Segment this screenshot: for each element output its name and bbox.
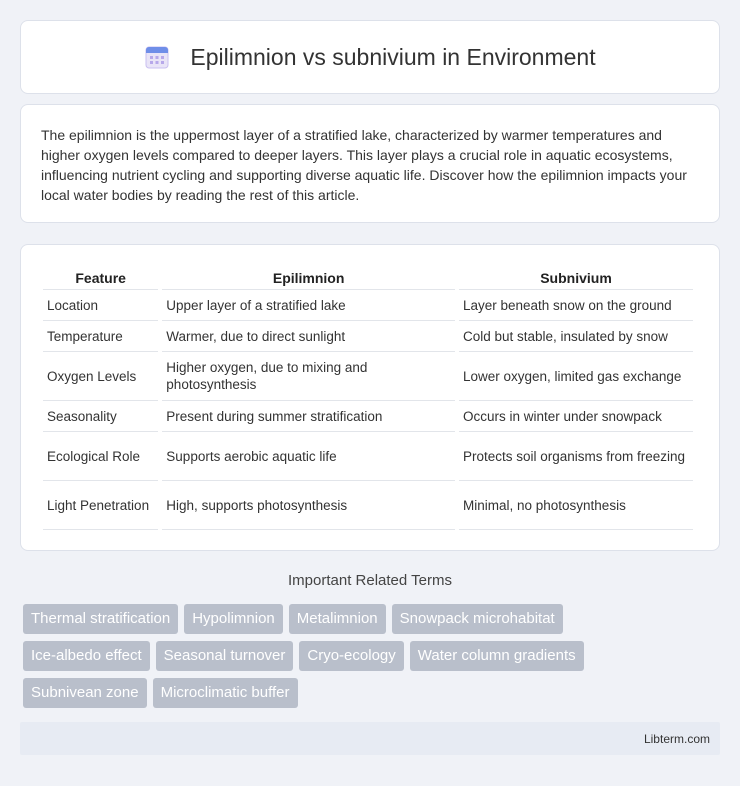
table-cell: Seasonality [43, 401, 158, 432]
related-terms-title: Important Related Terms [288, 572, 452, 589]
table-row [43, 481, 693, 530]
related-term-tag[interactable]: Seasonal turnover [156, 641, 294, 671]
tag-row [23, 604, 723, 634]
table-cell: Protects soil organisms from freezing [459, 432, 693, 481]
table-cell: Location [43, 290, 158, 321]
related-term-tag[interactable]: Snowpack microhabitat [392, 604, 563, 634]
related-term-tag[interactable]: Thermal stratification [23, 604, 178, 634]
table-cell: Occurs in winter under snowpack [459, 401, 693, 432]
table-cell: Light Penetration [43, 481, 158, 530]
table-cell: Oxygen Levels [43, 352, 158, 401]
table-row [43, 352, 693, 401]
column-header-epilimnion: Epilimnion [162, 263, 455, 290]
table-cell: Present during summer stratification [162, 401, 455, 432]
table-cell: Cold but stable, insulated by snow [459, 321, 693, 352]
related-term-tag[interactable]: Microclimatic buffer [153, 678, 298, 708]
table-cell: Supports aerobic aquatic life [162, 432, 455, 481]
related-term-tag[interactable]: Hypolimnion [184, 604, 283, 634]
comparison-card [20, 244, 720, 551]
related-term-tag[interactable]: Metalimnion [289, 604, 386, 634]
related-term-tag[interactable]: Water column gradients [410, 641, 584, 671]
table-cell: Lower oxygen, limited gas exchange [459, 352, 693, 401]
table-cell: Higher oxygen, due to mixing and photosynthesis [162, 352, 455, 401]
calendar-icon [144, 44, 170, 70]
related-term-tag[interactable]: Cryo-ecology [299, 641, 403, 671]
footer-site-link[interactable]: Libterm.com [643, 731, 710, 746]
table-cell: High, supports photosynthesis [162, 481, 455, 530]
column-header-subnivium: Subnivium [459, 263, 693, 290]
table-row [43, 290, 693, 321]
related-term-tag[interactable]: Ice-albedo effect [23, 641, 150, 671]
table-row [43, 321, 693, 352]
intro-text: The epilimnion is the uppermost layer of a stratified lake, characterized by warmer temperatures and higher oxygen levels compared to deeper layers. This layer plays a crucial role in aquatic ecosystems, influencing nutrient cycling and supporting diverse aquatic life. Discover how the epilimnion impacts your local water bodies by reading the rest of this article. [41, 127, 687, 203]
table-cell: Warmer, due to direct sunlight [162, 321, 455, 352]
page-title: Epilimnion vs subnivium in Environment [190, 43, 596, 70]
table-cell: Layer beneath snow on the ground [459, 290, 693, 321]
title-wrap [144, 44, 595, 71]
table-cell: Upper layer of a stratified lake [162, 290, 455, 321]
column-header-feature: Feature [43, 263, 158, 290]
tag-row [23, 678, 723, 708]
related-terms-list [23, 604, 723, 715]
table-row [43, 432, 693, 481]
table-cell: Temperature [43, 321, 158, 352]
comparison-table [39, 263, 697, 530]
table-cell: Minimal, no photosynthesis [459, 481, 693, 530]
header-card [20, 20, 720, 94]
tag-row [23, 641, 723, 671]
table-header-row [43, 263, 693, 290]
related-term-tag[interactable]: Subnivean zone [23, 678, 147, 708]
table-row [43, 401, 693, 432]
footer [20, 722, 720, 755]
intro-card [20, 104, 720, 223]
table-cell: Ecological Role [43, 432, 158, 481]
